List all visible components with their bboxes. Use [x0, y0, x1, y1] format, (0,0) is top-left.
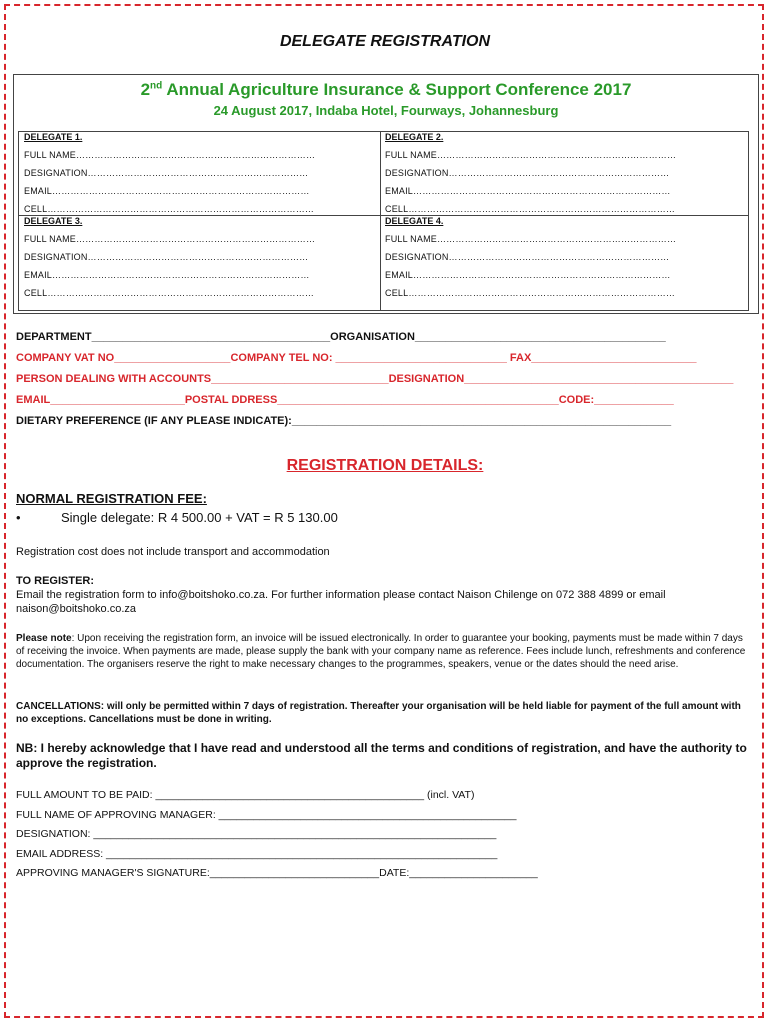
- please-note-section: [16, 632, 751, 671]
- delegate-1-cell-field[interactable]: CELL……………………………………………………………………………: [24, 204, 315, 213]
- dietary-preference-field[interactable]: DIETARY PREFERENCE (IF ANY PLEASE INDICATE):______________________________________________________________: [16, 415, 672, 427]
- company-tel-field[interactable]: COMPANY TEL NO: ____________________________: [230, 352, 507, 364]
- to-register-section: [16, 574, 751, 616]
- delegate-4-cell-field[interactable]: CELL……………………………………………………………………………: [385, 288, 676, 298]
- department-field[interactable]: DEPARTMENT_______________________________________: [16, 331, 331, 343]
- conference-title-text: Annual Agriculture Insurance & Support Conference 2017: [162, 80, 632, 99]
- approval-section: [16, 786, 751, 884]
- vat-tel-fax-line: [16, 352, 751, 373]
- delegate-1-block: [24, 132, 374, 213]
- delegate-4-full-name-field[interactable]: FULL NAME……………………………………………………………………: [385, 234, 677, 244]
- department-organisation-line: [16, 331, 751, 352]
- postal-code-field[interactable]: CODE:_____________: [558, 394, 674, 406]
- normal-fee-heading: NORMAL REGISTRATION FEE:: [16, 491, 207, 506]
- acknowledgement-text: NB: I hereby acknowledge that I have read and understood all the terms and conditions of registration, and have the authority to approve the registration.: [16, 741, 747, 770]
- delegate-3-designation-field[interactable]: DESIGNATION………………………………………………………………: [24, 252, 309, 262]
- manager-email-field[interactable]: EMAIL ADDRESS: ___________________________________________________________________: [16, 847, 498, 860]
- delegate-1-heading: DELEGATE 1.: [24, 132, 83, 142]
- cancellations-policy: CANCELLATIONS: will only be permitted within 7 days of registration. Thereafter your organisation will be held liable for payment of the full amount with no exceptions. Cancellations must be done in writing.: [16, 701, 741, 725]
- cost-note: Registration cost does not include transport and accommodation: [16, 546, 330, 558]
- delegate-4-designation-field[interactable]: DESIGNATION………………………………………………………………: [385, 252, 670, 262]
- to-register-heading: TO REGISTER:: [16, 575, 95, 587]
- delegate-4-email-field[interactable]: EMAIL…………………………………………………………………………: [385, 270, 671, 280]
- delegate-3-block: [24, 216, 374, 300]
- delegate-2-block: [385, 132, 735, 213]
- organisation-fields: [16, 331, 751, 436]
- delegate-2-designation-field[interactable]: DESIGNATION………………………………………………………………: [385, 168, 670, 178]
- delegate-2-full-name-field[interactable]: FULL NAME……………………………………………………………………: [385, 150, 677, 160]
- delegate-3-email-field[interactable]: EMAIL…………………………………………………………………………: [24, 270, 310, 280]
- delegate-3-heading: DELEGATE 3.: [24, 216, 83, 226]
- delegate-1-full-name-field[interactable]: FULL NAME……………………………………………………………………: [24, 150, 316, 160]
- email-address-line: [16, 394, 751, 415]
- delegate-4-block: [385, 216, 735, 300]
- signature-date-field[interactable]: APPROVING MANAGER'S SIGNATURE:_____________________________DATE:______________________: [16, 867, 538, 879]
- approving-manager-field[interactable]: FULL NAME OF APPROVING MANAGER: ___________________________________________________: [16, 808, 517, 821]
- manager-designation-field[interactable]: DESIGNATION: _____________________________________________________________________: [16, 828, 497, 840]
- conference-title-ordinal: nd: [150, 80, 163, 92]
- delegate-1-email-field[interactable]: EMAIL…………………………………………………………………………: [24, 186, 310, 196]
- delegate-3-cell-field[interactable]: CELL……………………………………………………………………………: [24, 288, 315, 298]
- delegate-2-email-field[interactable]: EMAIL…………………………………………………………………………: [385, 186, 671, 196]
- single-delegate-text: Single delegate: R 4 500.00 + VAT = R 5 130.00: [61, 510, 338, 525]
- registration-details-heading: REGISTRATION DETAILS:: [286, 457, 484, 474]
- conference-box: [13, 74, 759, 314]
- delegate-3-full-name-field[interactable]: FULL NAME……………………………………………………………………: [24, 234, 316, 244]
- please-note-label: Please note: [16, 633, 72, 644]
- grid-divider-vertical: [380, 132, 381, 310]
- full-amount-field[interactable]: FULL AMOUNT TO BE PAID: ______________________________________________ (incl. VAT): [16, 789, 475, 801]
- company-vat-field[interactable]: COMPANY VAT NO___________________: [16, 352, 231, 364]
- delegate-2-cell-field[interactable]: CELL……………………………………………………………………………: [385, 204, 676, 213]
- delegate-grid: [18, 131, 749, 311]
- fax-field[interactable]: FAX___________________________: [506, 352, 697, 364]
- organisation-field[interactable]: ORGANISATION_________________________________________: [330, 331, 666, 343]
- page-title: DELEGATE REGISTRATION: [279, 33, 491, 50]
- to-register-text: Email the registration form to info@boitshoko.co.za. For further information please contact Naison Chilenge on 072 388 4899 or email naison@boitshoko.co.za: [16, 589, 666, 615]
- please-note-text: : Upon receiving the registration form, an invoice will be issued electronically. In order to guarantee your booking, payments must be made within 7 days of receiving the invoice. When payments are made, please supply the bank with your company name as reference. Fees include lunch, refreshments and conference documentation. The organisers reserve the right to make necessary changes to the programmes, speakers, venue or the dates should the need arise.: [16, 633, 746, 670]
- delegate-2-heading: DELEGATE 2.: [385, 132, 444, 142]
- conference-title: [14, 80, 758, 100]
- conference-subtitle: 24 August 2017, Indaba Hotel, Fourways, Johannesburg: [213, 103, 559, 118]
- conference-title-number: 2: [140, 80, 151, 99]
- single-delegate-fee: [16, 511, 751, 525]
- accounts-designation-field[interactable]: DESIGNATION____________________________________________: [388, 373, 734, 385]
- accounts-person-field[interactable]: PERSON DEALING WITH ACCOUNTS_____________________________: [16, 373, 389, 385]
- bullet-icon: •: [16, 510, 21, 525]
- postal-address-field[interactable]: POSTAL DDRESS______________________________________________: [184, 394, 559, 406]
- company-email-field[interactable]: EMAIL______________________: [16, 394, 185, 406]
- delegate-1-designation-field[interactable]: DESIGNATION………………………………………………………………: [24, 168, 309, 178]
- accounts-contact-line: [16, 373, 751, 394]
- delegate-4-heading: DELEGATE 4.: [385, 216, 444, 226]
